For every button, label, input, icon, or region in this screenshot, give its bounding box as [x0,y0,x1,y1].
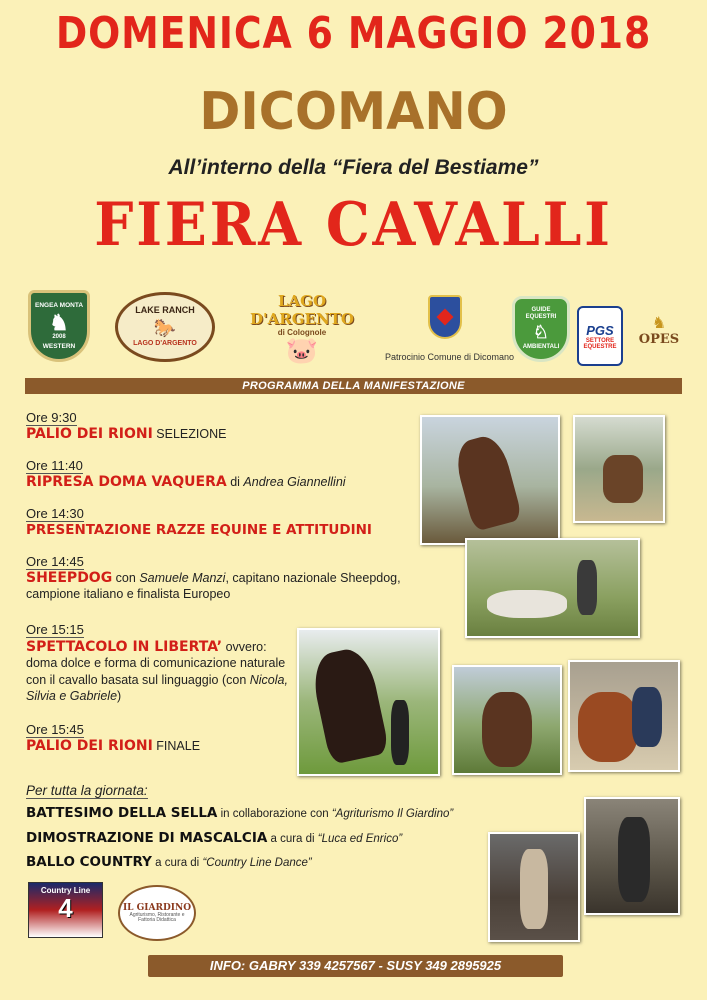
all-day-item-name: DIMOSTRAZIONE DI MASCALCIA [26,830,268,846]
all-day-item-name: BATTESIMO DELLA SELLA [26,805,218,821]
all-day-heading: Per tutta la giornata: [26,783,148,798]
lake-ranch-logo [115,292,215,362]
event-time: Ore 9:30 [26,410,77,425]
il-giardino-logo [118,885,196,941]
photo-liberty-horse [297,628,440,776]
photo-farrier-1 [488,832,580,942]
program-heading: PROGRAMMA DELLA MANIFESTAZIONE [242,380,465,392]
all-day-item-name: BALLO COUNTRY [26,854,152,870]
lake-ranch-text: LAKE RANCH [135,305,195,316]
event-3 [26,506,426,539]
event-person: Nicola, Silvia e Gabriele [26,672,288,703]
country-line-number: 4 [58,893,73,923]
all-day-item-who: “Agriturismo Il Giardino” [331,808,454,820]
lago-argento-logo [232,292,372,364]
all-day-item-desc: a cura di [151,857,203,869]
guide-equestri-logo [512,296,570,362]
photo-farrier-2 [584,797,680,915]
event-5 [26,622,301,705]
guide-equestri-text: GUIDE EQUESTRI [525,307,557,320]
opes-text: OPES [638,332,680,347]
all-day-item-desc: a cura di [267,833,318,845]
photo-sheepdog [465,538,640,638]
photo-rearing-horse [420,415,560,545]
opes-logo [630,316,688,360]
subtitle: All’interno della “Fiera del Bestiame” [168,156,539,179]
event-name: PALIO DEI RIONI [26,738,153,754]
event-time: Ore 14:45 [26,554,84,569]
photo-sitting-horse [452,665,562,775]
lago-argento-text: LAGO D'ARGENTO [250,292,354,328]
event-desc-more: ) [117,689,122,703]
engea-logo-text-2: WESTERN [42,343,76,351]
country-line-logo [28,882,103,938]
event-time: Ore 11:40 [26,458,83,473]
pgs-text: PGS [586,322,614,338]
all-day-item-desc: in collaborazione con [217,808,332,820]
pegasus-icon: ♘ [532,322,550,343]
photo-rider-arena [573,415,665,523]
event-desc: SELEZIONE [152,427,227,441]
event-time: Ore 15:45 [26,722,84,737]
event-name: SHEEPDOG [26,570,113,586]
event-desc: con [112,571,140,585]
all-day-item-who: “Luca ed Enrico” [317,833,403,845]
opes-icon: ♞ [651,315,667,332]
event-desc: di [226,475,244,489]
event-person: Samuele Manzi [139,571,226,585]
patrocinio-text: Patrocinio Comune di Dicomano [385,352,515,362]
event-desc: FINALE [152,739,201,753]
horse-icon: ♞ [49,309,69,335]
comune-crest-icon [428,295,462,339]
engea-logo [28,290,90,362]
event-desc: ovvero: doma dolce e forma di comunicazione naturale con il cavallo basata sul linguaggio (con [26,639,286,687]
event-time: Ore 15:15 [26,622,84,637]
event-2 [26,458,386,491]
all-day-item-who: “Country Line Dance” [202,857,312,869]
all-day-item-1 [26,804,453,822]
event-name: SPETTACOLO IN LIBERTA’ [26,638,223,655]
lake-ranch-text-2: LAGO D'ARGENTO [133,340,197,348]
event-name: RIPRESA DOMA VAQUERA [26,474,227,490]
all-day-item-2 [26,829,402,847]
cowboy-icon: 🐎 [153,318,177,339]
main-title: FIERA CAVALLI [94,190,613,260]
event-date: DOMENICA 6 MAGGIO 2018 [55,8,652,59]
guide-equestri-text-2: AMBIENTALI [522,344,560,351]
event-desc-more: , capitano nazionale Sheepdog, campione italiano e finalista Europeo [26,571,401,601]
engea-logo-year: 2008 [52,333,66,340]
event-name: PRESENTAZIONE RAZZE EQUINE E ATTITUDINI [26,522,372,538]
il-giardino-subtext: Agriturismo, Ristorante e Fattoria Didattica [129,911,185,923]
chef-icon: 🐷 [285,335,319,365]
pgs-logo [577,306,623,366]
photo-lying-horse [568,660,680,772]
il-giardino-text: IL GIARDINO [122,902,192,913]
all-day-item-3 [26,853,312,871]
country-line-text: Country Line [40,886,91,895]
event-time: Ore 14:30 [26,506,84,521]
event-person: Andrea Giannellini [243,475,346,489]
pgs-subtext: SETTORE EQUESTRE [583,337,617,350]
event-4 [26,554,421,602]
event-name: PALIO DEI RIONI [26,426,153,442]
lago-argento-subtext: di Colognole [277,328,327,337]
contact-info: INFO: GABRY 339 4257567 - SUSY 349 2895925 [209,958,502,973]
engea-logo-text: ENGEA MONTA [34,301,84,309]
event-1 [26,410,386,443]
town-name: DICOMANO [199,82,508,142]
